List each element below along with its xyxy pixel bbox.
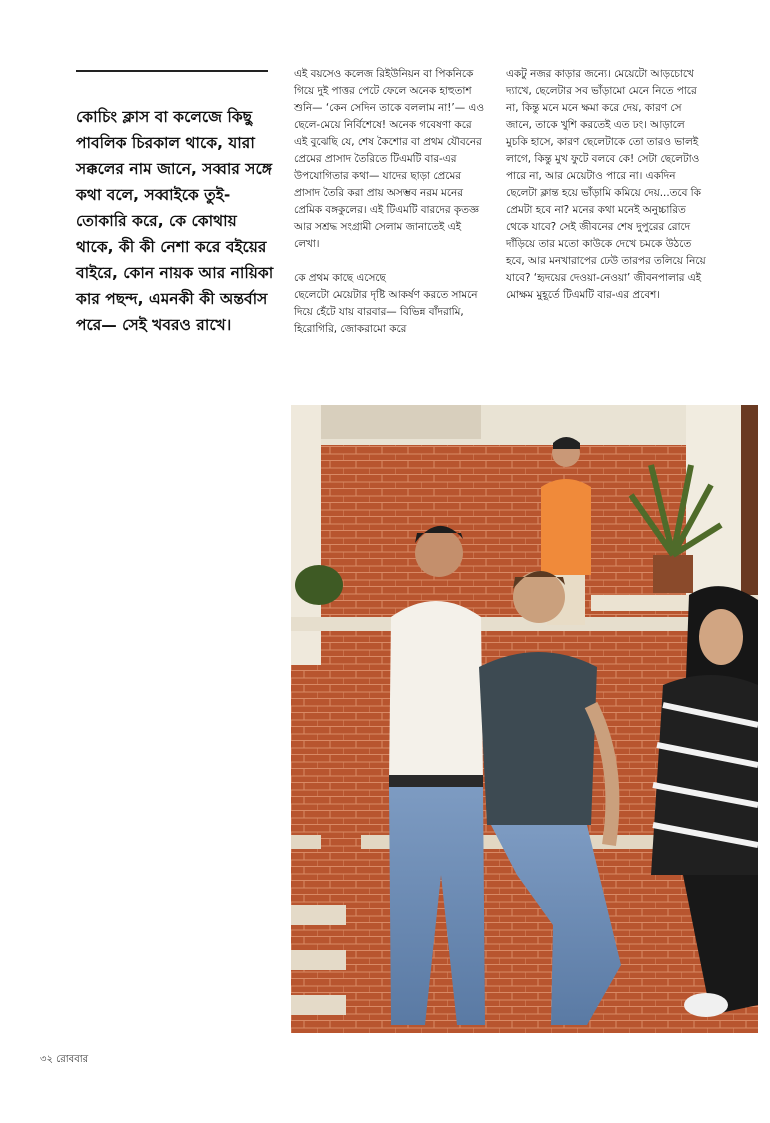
article-column-middle [294, 66, 484, 338]
paragraph: এই বয়সেও কলেজ রিইউনিয়ন বা পিকনিকে গিয়ে দুই পাত্তর পেটে ফেলে অনেক হাহুতাশ শুনি— ‘কেন সেদিন তাকে বললাম না!’— এও ছেলে-মেয়ে নির্বিশেষে! অনেক গবেষণা করে এই বুঝেছি যে, শেষ কৈশোর বা প্রথম যৌবনের প্রেমের প্রাসাদ তৈরিতে টিএমটি বার-এর উপযোগিতার কথা— যাদের ছাড়া প্রেমের প্রাসাদ তৈরি করা প্রায় অসম্ভব নরম মনের প্রেমিক বঙ্গকুলের। এই টিএমটি বারদের কৃতজ্ঞ আর সশ্রদ্ধ সংগ্রামী সেলাম জানাতেই এই লেখা। [294, 68, 484, 250]
page-footer: ৩২ রোববার [40, 1054, 89, 1065]
article-column-right [506, 66, 706, 304]
paragraph: একটু নজর কাড়ার জন্যে। মেয়েটো আড়চোখে দ্যাখে, ছেলেটার সব ভাঁড়ামো মেনে নিতে পারে না, কিন্তু মনে মনে ক্ষমা করে দেয়, কারণ সে জানে, তাকে খুশি করতেই এত ঢং। আড়ালে মুচকি হাসে, কারণ ছেলেটাকে তো তারও ভালই লাগে, কিন্তু মুখ ফুটে বলবে কে! সেটা ছেলেটাও পারে না, আর মেয়েটাও পারে না। একদিন ছেলেটা ক্লান্ত হয়ে ভাঁড়ামি কমিয়ে দেয়...তবে কি প্রেমটা হবে না? মনের কথা মনেই অনুচ্চারিত থেকে যাবে? সেই জীবনের শেষ দুপুরের রোদে দাঁড়িয়ে তার মতো কাউকে দেখে চমকে উঠতে হবে, আর মনখারাপের ঢেউ তারপর তলিয়ে নিয়ে যাবে? ‘হৃদয়ের দেওয়া-নেওয়া’ জীবনপালার এই মোক্ষম মুহূর্তে টিএমটি বার-এর প্রবেশ। [506, 68, 706, 301]
top-rule [76, 70, 268, 72]
photo-illustration [291, 405, 758, 1033]
subheading: কে প্রথম কাছে এসেছে [294, 272, 386, 284]
pull-quote: কোচিং ক্লাস বা কলেজে কিছু পাবলিক চিরকাল থাকে, যারা সক্কলের নাম জানে, সব্বার সঙ্গে কথা বলে, সব্বাইকে তুই-তোকারি করে, কে কোথায় থাকে, কী কী নেশা করে বইয়ের বাইরে, কোন নায়ক আর নায়িকা কার পছন্দ, এমনকী কী অন্তর্বাস পরে— সেই খবরও রাখে। [76, 108, 274, 334]
paragraph: ছেলেটো মেয়েটার দৃষ্টি আকর্ষণ করতে সামনে দিয়ে হেঁটে যায় বারবার— বিভিন্ন বাঁদরামি, হিরোগিরি, জোকরামো করে [294, 289, 478, 335]
students-photo [291, 405, 758, 1033]
